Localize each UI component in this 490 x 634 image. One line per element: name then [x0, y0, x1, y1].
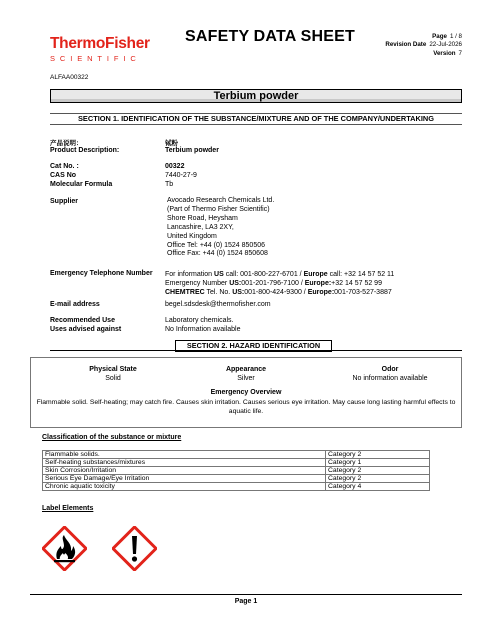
- product-description-value: Terbium powder: [165, 147, 219, 154]
- uses-advised-against-value: No Information available: [165, 326, 241, 333]
- emergency-overview-text: Flammable solid. Self-heating; may catch fire. Causes skin irritation. Causes serious eye irritation. May cause long lasting harmful effects to aquatic life.: [36, 399, 456, 416]
- hazard-cell: Skin Corrosion/Irritation: [43, 467, 326, 475]
- classification-table: [42, 450, 430, 491]
- logo-wordmark: ThermoFisher: [50, 35, 150, 52]
- document-title: SAFETY DATA SHEET: [185, 28, 355, 45]
- category-cell: Category 2: [326, 475, 430, 483]
- version-value: 7: [458, 49, 462, 57]
- category-cell: Category 2: [326, 467, 430, 475]
- table-row: [43, 483, 430, 491]
- category-cell: Category 4: [326, 483, 430, 491]
- table-row: [43, 459, 430, 467]
- cas-no-value: 7440-27-9: [165, 172, 197, 179]
- section-2-title: SECTION 2. HAZARD IDENTIFICATION: [186, 341, 321, 350]
- emergency-overview-title: Emergency Overview: [210, 389, 282, 396]
- recommended-use-label: Recommended Use: [50, 317, 115, 324]
- emergency-phone-label: Emergency Telephone Number: [50, 270, 153, 277]
- supplier-line: Office Fax: +44 (0) 1524 850608: [167, 250, 268, 258]
- category-cell: Category 2: [326, 451, 430, 459]
- page-value: 1 / 8: [449, 33, 462, 40]
- supplier-line: Lancashire, LA3 2XY,: [167, 223, 234, 231]
- classification-title: Classification of the substance or mixture: [42, 434, 182, 441]
- table-row: [43, 451, 430, 459]
- category-cell: Category 1: [326, 459, 430, 467]
- recommended-use-value: Laboratory chemicals.: [165, 317, 234, 324]
- document-meta: [372, 33, 462, 58]
- supplier-label: Supplier: [50, 198, 79, 205]
- logo-subtitle: SCIENTIFIC: [50, 53, 141, 63]
- cat-no-value: 00322: [165, 163, 185, 170]
- exclamation-pictogram-icon: [112, 526, 157, 571]
- supplier-address: [167, 197, 274, 259]
- cat-no-label: Cat No. :: [50, 163, 79, 170]
- table-row: [43, 475, 430, 483]
- footer-rule: [30, 594, 462, 595]
- supplier-line: Avocado Research Chemicals Ltd.: [167, 197, 275, 204]
- product-description-label: Product Description:: [50, 147, 120, 154]
- molecular-formula-value: Tb: [165, 181, 174, 188]
- cas-no-label: CAS No: [50, 172, 77, 179]
- revision-value: 22-Jul-2026: [429, 41, 462, 49]
- email-label: E-mail address: [50, 301, 100, 308]
- hazard-cell: Flammable solids.: [43, 451, 326, 459]
- molecular-formula-label: Molecular Formula: [50, 181, 113, 188]
- odor: Odor No information available: [352, 366, 428, 383]
- emergency-phone-details: For information US call: 001-800-227-6701 / Europe call: +32 14 57 52 11 Emergency Number US:001-201-796-7100 / Europe:+32 14 57 52 99 CHEMTREC Tel. No. US:001-800-424-9300 / Europe:001-703-527-3887: [165, 271, 395, 296]
- section-1-title: SECTION 1. IDENTIFICATION OF THE SUBSTANCE/MIXTURE AND OF THE COMPANY/UNDERTAKING: [78, 114, 434, 123]
- flame-pictogram-icon: [42, 526, 87, 571]
- version-label: Version: [433, 49, 456, 57]
- page-label: Page: [432, 33, 447, 40]
- table-row: [43, 467, 430, 475]
- supplier-line: Shore Road, Heysham: [167, 214, 238, 222]
- footer-page-number: Page 1: [234, 598, 258, 605]
- physical-state: Physical State Solid: [89, 366, 137, 383]
- supplier-line: Office Tel: +44 (0) 1524 850506: [167, 241, 266, 249]
- label-elements-title: Label Elements: [42, 505, 94, 512]
- chinese-product-label: 产品说明：: [50, 139, 83, 147]
- product-name: Terbium powder: [213, 90, 299, 102]
- hazard-cell: Serious Eye Damage/Eye Irritation: [43, 475, 326, 483]
- chinese-product-value: 铽粉: [165, 139, 178, 147]
- appearance: Appearance Silver: [225, 366, 267, 383]
- email-value[interactable]: begel.sdsdesk@thermofisher.com: [165, 301, 271, 308]
- uses-advised-against-label: Uses advised against: [50, 326, 122, 333]
- product-code: ALFAA00322: [50, 74, 89, 81]
- revision-label: Revision Date: [385, 41, 427, 49]
- thermo-fisher-logo: [50, 36, 160, 63]
- hazard-cell: Self-heating substances/mixtures: [43, 459, 326, 467]
- section-1-bottom-rule: [50, 124, 462, 125]
- hazard-cell: Chronic aquatic toxicity: [43, 483, 326, 491]
- supplier-line: United Kingdom: [167, 232, 217, 240]
- supplier-line: (Part of Thermo Fisher Scientific): [167, 205, 270, 213]
